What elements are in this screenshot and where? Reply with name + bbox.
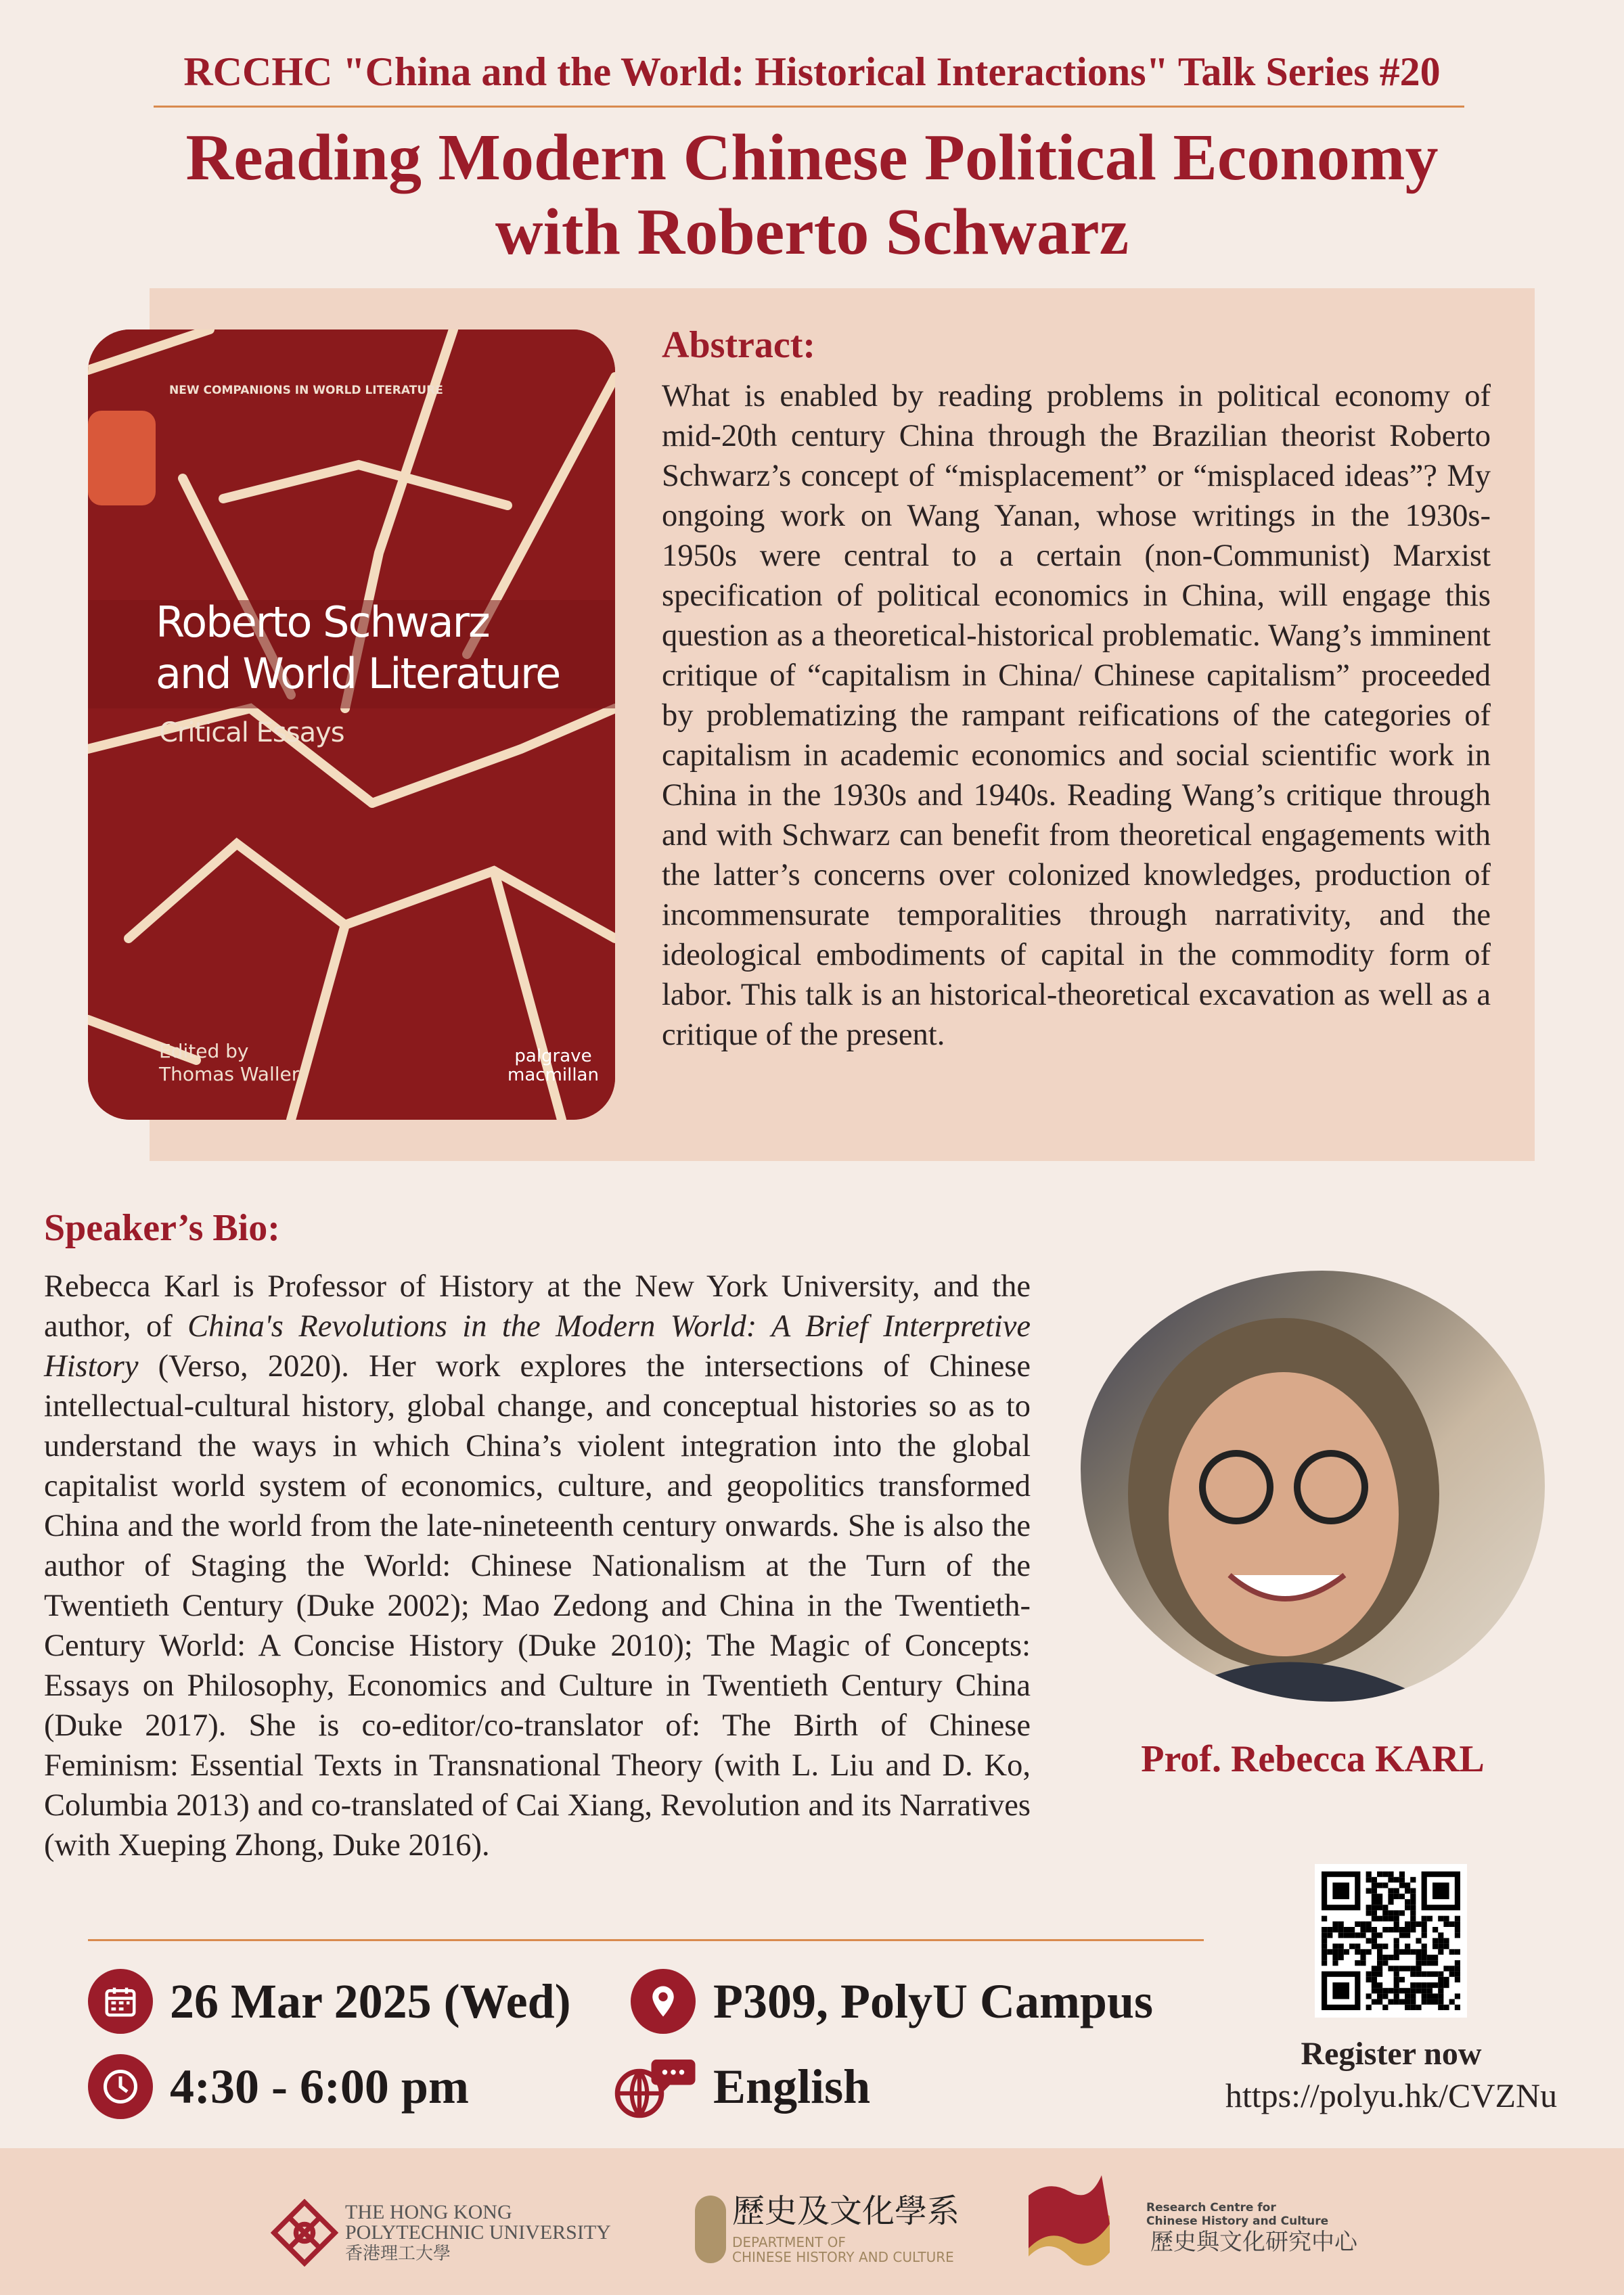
book-title-1: Roberto Schwarz — [156, 597, 489, 647]
event-date: 26 Mar 2025 (Wed) — [170, 1974, 571, 2028]
bio-heading: Speaker’s Bio: — [44, 1207, 280, 1249]
dept-seal-icon — [695, 2196, 726, 2263]
speaker-name: Prof. Rebecca KARL — [1141, 1738, 1485, 1780]
book-title — [156, 597, 560, 700]
event-venue: P309, PolyU Campus — [713, 1974, 1154, 2028]
publisher-1: palgrave — [514, 1046, 592, 1066]
portrait-icon — [1081, 1271, 1545, 1702]
bio-text-a: Rebecca Karl is Professor of History at the New York University, and the author, of — [44, 1269, 1031, 1344]
dept-zh: 歷史及文化學系 — [732, 2194, 960, 2229]
location-pin-icon — [631, 1969, 696, 2034]
event-language: English — [713, 2060, 871, 2114]
register-label: Register now — [1301, 2036, 1482, 2072]
editor-label: Edited by — [159, 1040, 249, 1062]
publisher-2: macmillan — [508, 1065, 599, 1085]
book-subtitle: Critical Essays — [159, 717, 344, 748]
bio-text-b: (Verso, 2020). Her work explores the intersections of Chinese intellectual-cultural history, global change, and conceptual histories so as to understand the ways in which China’s violent integration into the global capitalist world system of economics, culture, and geopolitics transformed China and the world from the late-nineteenth century onwards. She is also the author of Staging the World: Chinese Nationalism at the Turn of the Twentieth Century (Duke 2002); Mao Zedong and China in the Twentieth-Century World: A Concise History (Duke 2010); The Magic of Concepts: Essays on Philosophy, Economics and Culture in Twentieth Century China (Duke 2017). She is co-editor/co-translator of: The Birth of Chinese Feminism: Essential Texts in Transnational Theory (with L. Liu and D. Ko, Columbia 2013) and co-translated of Cai Xiang, Revolution and its Narratives (with Xueping Zhong, Duke 2016). — [44, 1349, 1031, 1863]
clock-icon — [88, 2054, 153, 2119]
rcchc-flag-logo-icon — [1029, 2175, 1150, 2277]
series-title: RCCHC "China and the World: Historical Interactions" Talk Series #20 — [183, 49, 1441, 94]
qr-code-icon — [1322, 1871, 1460, 2011]
polyu-zh: 香港理工大學 — [345, 2244, 451, 2263]
divider — [88, 1939, 1204, 1941]
speaker-photo — [1081, 1271, 1545, 1702]
bio-text — [44, 1267, 1031, 1865]
polyu-name — [345, 2202, 611, 2263]
book-series: NEW COMPANIONS IN WORLD LITERATURE — [169, 384, 443, 397]
book-publisher — [508, 1047, 599, 1085]
rcchc-en — [1146, 2201, 1328, 2228]
rcchc-en-2: Chinese History and Culture — [1146, 2214, 1329, 2228]
book-cover-image — [88, 330, 615, 1120]
editor-name: Thomas Waller — [159, 1063, 300, 1085]
language-globe-icon — [612, 2053, 697, 2120]
polyu-en-1: THE HONG KONG — [345, 2201, 512, 2223]
registration-qr-code[interactable] — [1315, 1864, 1467, 2018]
polyu-en-2: POLYTECHNIC UNIVERSITY — [345, 2221, 611, 2244]
divider — [154, 106, 1464, 108]
book-title-2: and World Literature — [156, 649, 560, 698]
dept-en — [732, 2235, 954, 2265]
bio-book-title: China's Revolutions in the Modern World: A Brief Interpretive History — [44, 1309, 1031, 1384]
rcchc-zh: 歷史與文化研究中心 — [1150, 2230, 1357, 2255]
title-line-1: Reading Modern Chinese Political Economy — [185, 121, 1439, 194]
footer-logos — [0, 2148, 1624, 2295]
polyu-logo-icon — [271, 2199, 338, 2267]
abstract-heading: Abstract: — [662, 324, 816, 366]
dept-en-2: CHINESE HISTORY AND CULTURE — [732, 2249, 954, 2265]
rcchc-en-1: Research Centre for — [1146, 2201, 1276, 2214]
event-time: 4:30 - 6:00 pm — [170, 2060, 469, 2114]
dept-en-1: DEPARTMENT OF — [732, 2234, 846, 2250]
register-link[interactable]: https://polyu.hk/CVZNu — [1225, 2076, 1558, 2114]
calendar-icon — [88, 1969, 153, 2034]
abstract-text: What is enabled by reading problems in political economy of mid-20th century China through the Brazilian theorist Roberto Schwarz’s concept of “misplacement” or “misplaced ideas”? My ongoing work on Wang Yanan, whose writings in the 1930s-1950s were central to a certain (non-Communist) Marxist specification of political economics in China, will engage this question as a theoretical-historical problematic. Wang’s imminent critique of “capitalism in China/ Chinese capitalism” proceeded by problematizing the rampant reifications of the categories of capitalism in academic economics and social scientific work in China in the 1930s and 1940s. Reading Wang’s critique through and with Schwarz can benefit from theoretical engagements with the latter’s concerns over colonized knowledges, production of incommensurate temporalities through narrativity, and the ideological embodiments of capital in the commodity form of labor. This talk is an historical-theoretical excavation as well as a critique of the present. — [662, 379, 1491, 1052]
talk-title — [0, 120, 1624, 269]
title-line-2: with Roberto Schwarz — [495, 196, 1129, 269]
book-editor — [159, 1040, 299, 1086]
